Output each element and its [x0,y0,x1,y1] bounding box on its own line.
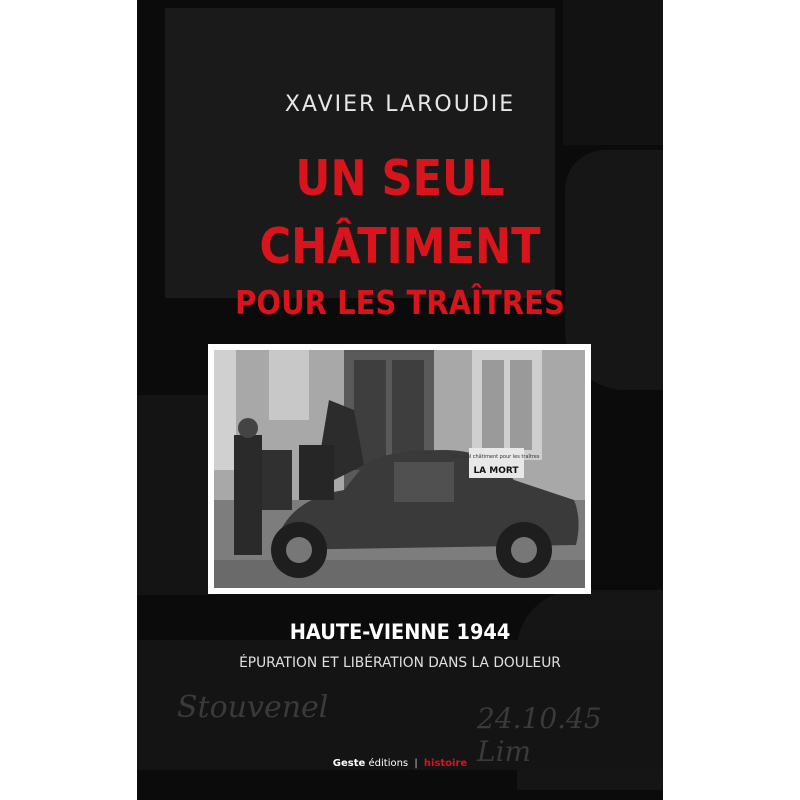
cover-photo [208,344,591,594]
collection-name: histoire [423,758,468,769]
title-line-2: CHÂTIMENT [259,218,541,275]
background-photo-left [137,395,217,595]
title-line-1: UN SEUL [295,150,505,207]
background-handwriting-left: Stouvenel [177,690,329,725]
publisher-suffix: éditions [368,758,409,769]
publisher-logo [137,758,663,769]
book-cover [137,0,663,800]
car-photo-illustration [214,350,585,588]
sign-large-text: LA MORT [473,466,519,476]
sign-small-text: Un seul châtiment pour les traîtres [452,454,540,460]
publisher-separator: | [414,758,418,769]
author-name: XAVIER LAROUDIE [284,92,516,117]
book-subtitle: HAUTE-VIENNE 1944 [289,620,511,644]
background-photo-corner [563,0,663,145]
title-line-3: POUR LES TRAÎTRES [235,283,565,322]
book-subtitle-secondary: ÉPURATION ET LIBÉRATION DANS LA DOULEUR [239,655,561,671]
background-handwriting-right: 24.10.45 Lim [477,702,602,768]
publisher-name: Geste [332,758,366,769]
